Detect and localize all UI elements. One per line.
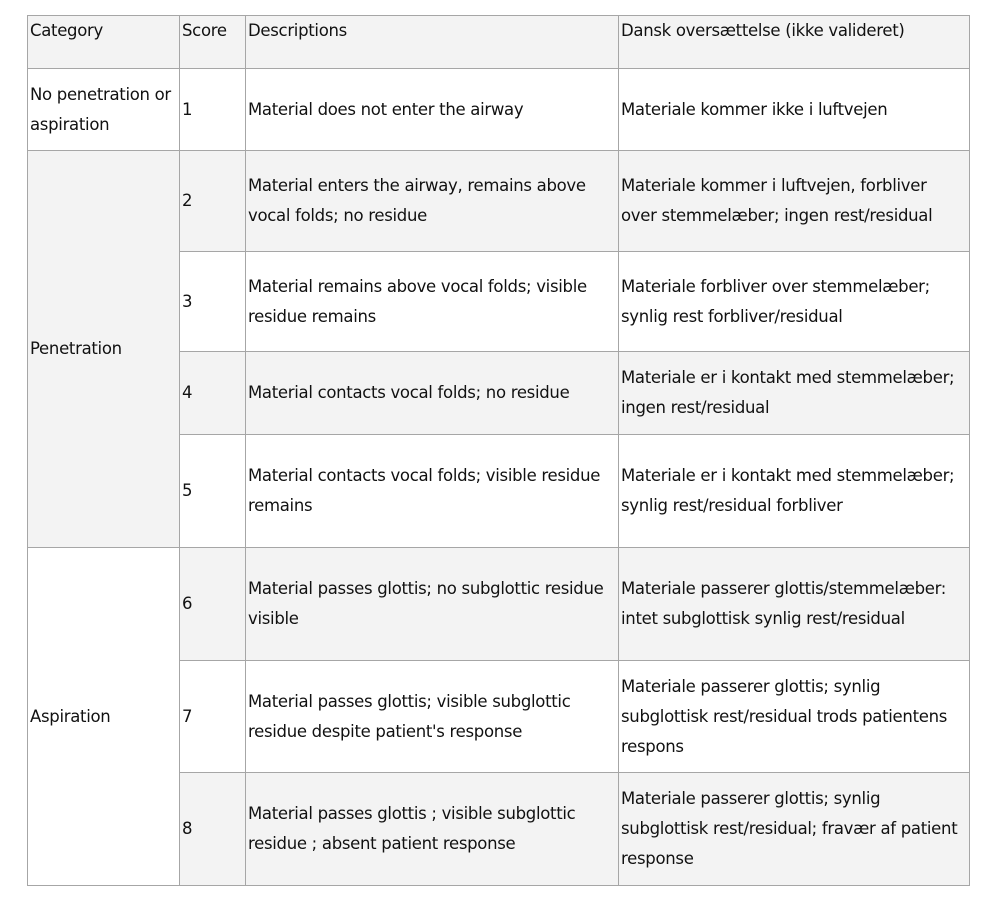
score-cell: 2 [180, 151, 246, 252]
table-row [28, 69, 970, 151]
danish-cell: Materiale er i kontakt med stemmelæber; ingen rest/residual [619, 352, 970, 435]
danish-cell: Materiale passerer glottis/stemmelæber: intet subglottisk synlig rest/residual [619, 548, 970, 661]
header-danish: Dansk oversættelse (ikke valideret) [619, 16, 970, 69]
category-cell: No penetration or aspiration [28, 69, 180, 151]
score-cell: 6 [180, 548, 246, 661]
description-cell: Material passes glottis; no subglottic residue visible [246, 548, 619, 661]
danish-cell: Materiale kommer i luftvejen, forbliver over stemmelæber; ingen rest/residual [619, 151, 970, 252]
score-cell: 7 [180, 661, 246, 773]
description-cell: Material remains above vocal folds; visible residue remains [246, 252, 619, 352]
danish-cell: Materiale passerer glottis; synlig subglottisk rest/residual; fravær af patient response [619, 773, 970, 886]
description-cell: Material contacts vocal folds; no residue [246, 352, 619, 435]
score-cell: 4 [180, 352, 246, 435]
penetration-aspiration-scale-table [27, 15, 970, 886]
description-cell: Material passes glottis ; visible subglottic residue ; absent patient response [246, 773, 619, 886]
header-descriptions: Descriptions [246, 16, 619, 69]
danish-cell: Materiale er i kontakt med stemmelæber; synlig rest/residual forbliver [619, 435, 970, 548]
score-cell: 1 [180, 69, 246, 151]
danish-cell: Materiale passerer glottis; synlig subglottisk rest/residual trods patientens respons [619, 661, 970, 773]
table-row [28, 548, 970, 661]
header-row [28, 16, 970, 69]
danish-cell: Materiale forbliver over stemmelæber; synlig rest forbliver/residual [619, 252, 970, 352]
table-row [28, 151, 970, 252]
danish-cell: Materiale kommer ikke i luftvejen [619, 69, 970, 151]
header-category: Category [28, 16, 180, 69]
category-cell: Penetration [28, 151, 180, 548]
score-cell: 3 [180, 252, 246, 352]
category-cell: Aspiration [28, 548, 180, 886]
description-cell: Material does not enter the airway [246, 69, 619, 151]
description-cell: Material contacts vocal folds; visible residue remains [246, 435, 619, 548]
header-score: Score [180, 16, 246, 69]
score-cell: 8 [180, 773, 246, 886]
description-cell: Material passes glottis; visible subglottic residue despite patient's response [246, 661, 619, 773]
score-cell: 5 [180, 435, 246, 548]
description-cell: Material enters the airway, remains above vocal folds; no residue [246, 151, 619, 252]
